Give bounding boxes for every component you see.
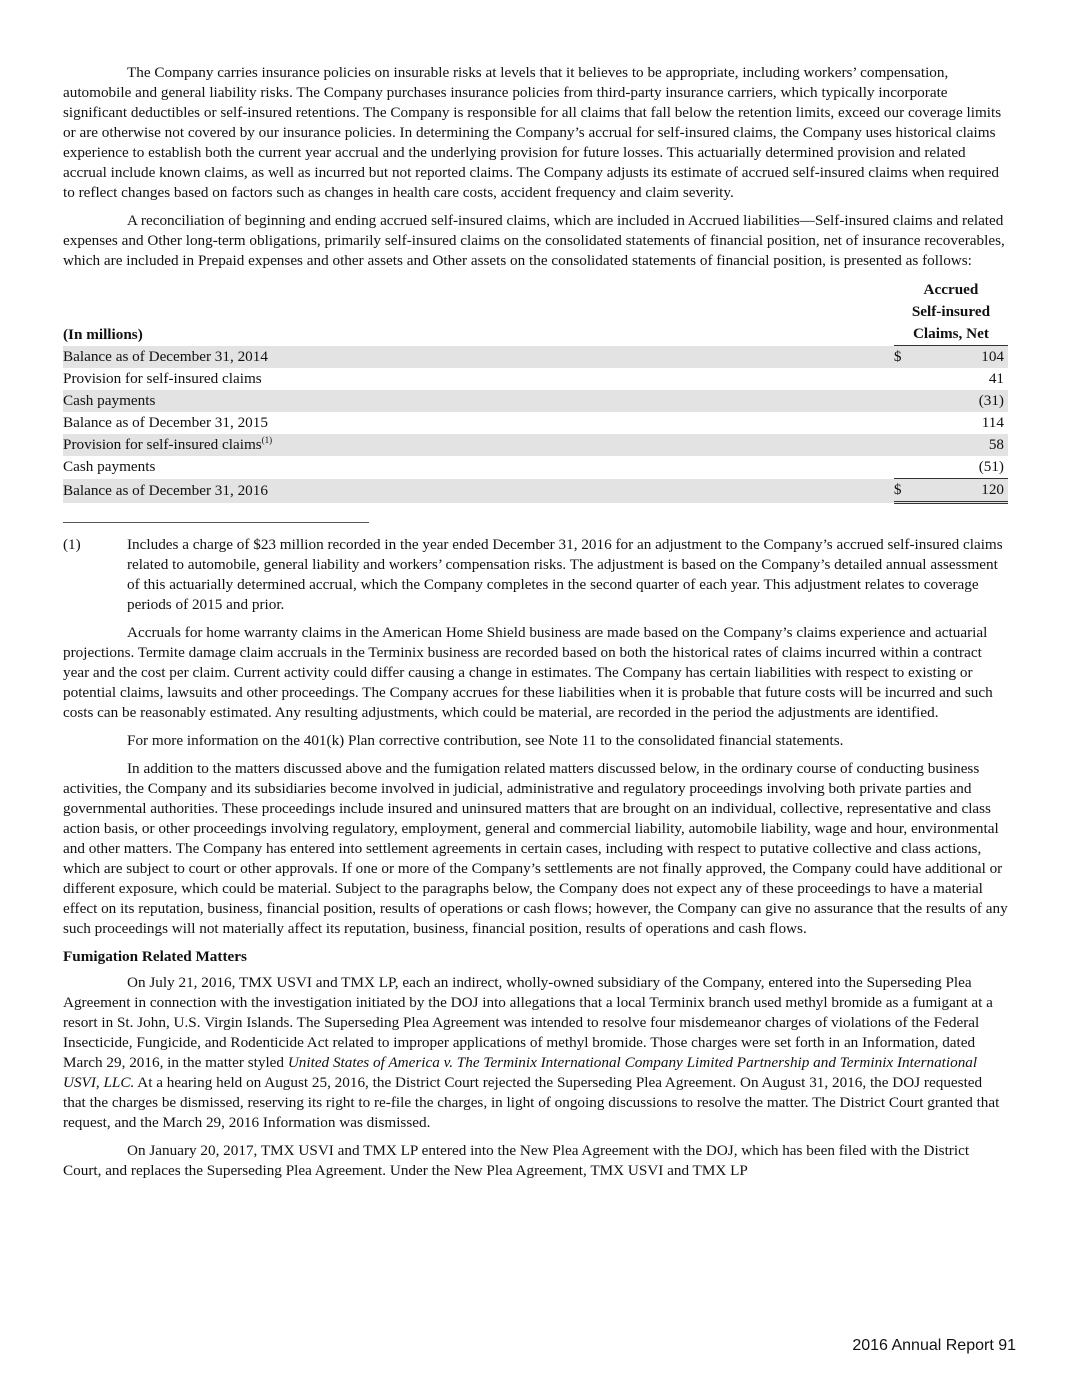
row-label-with-footnote [63, 434, 894, 456]
column-header-line-2: Self-insured [894, 301, 1008, 323]
row-label: Provision for self-insured claims [63, 370, 262, 387]
document-page [63, 63, 1008, 1189]
plea-text-start: On July 21, 2016, TMX USVI and TMX LP, each an indirect, wholly-owned subsidiary of the Company, entered into the Superseding Plea Agreement in connection with the investigation initiated by the DOJ into allegations that a local Terminix branch used methyl bromide as a fumigant at a resort in St. John, U.S. Virgin Islands. The Superseding Plea Agreement was intended to resolve four misdemeanor charges of violations of the Federal Insecticide, Fungicide, and Rodenticide Act related to improper applications of methyl bromide. Those charges were set forth in an Information, dated March 29, 2016, in the matter styled [63, 974, 993, 1071]
table-row [63, 434, 1008, 456]
units-label: (In millions) [63, 323, 894, 346]
footnote-divider [63, 522, 369, 523]
page-footer: 2016 Annual Report 91 [852, 1337, 1016, 1354]
currency-symbol [894, 390, 924, 412]
column-header-line-1: Accrued [894, 279, 1008, 301]
currency-symbol [894, 368, 924, 390]
table-header-row-1 [63, 279, 1008, 301]
section-heading: Fumigation Related Matters [63, 948, 247, 965]
row-label: Balance as of December 31, 2014 [63, 346, 894, 369]
row-amount: (51) [978, 458, 1004, 475]
table-row [63, 390, 1008, 412]
table-row [63, 412, 1008, 434]
plea-agreement-paragraph [63, 973, 1008, 1133]
table-header-row-3 [63, 323, 1008, 346]
plea-text-end: At a hearing held on August 25, 2016, the District Court rejected the Superseding Plea Agreement. On August 31, 2016, the DOJ requested that the charges be dismissed, reserving its right to re-file the charges, in light of ongoing discussions to resolve the matter. The District Court granted that request, and the March 29, 2016 Information was dismissed. [63, 1074, 1000, 1131]
table-row [63, 368, 1008, 390]
row-amount: (31) [924, 390, 1008, 412]
case-name: United States of America v. The Terminix International Company Limited Partnership and Terminix International USVI, LLC. [63, 1054, 978, 1091]
table-header-row-2 [63, 301, 1008, 323]
table-row [63, 479, 1008, 503]
footnote-text: Includes a charge of $23 million recorded in the year ended December 31, 2016 for an adjustment to the Company’s accrued self-insured claims related to automobile, general liability and workers’ compensation risks. The adjustment is based on the Company’s detailed annual assessment of this actuarially determined accrual, which the Company completes in the second quarter of each year. This adjustment relates to coverage periods of 2015 and prior. [127, 536, 1003, 613]
row-label: Balance as of December 31, 2015 [63, 414, 268, 431]
row-label: Cash payments [63, 390, 894, 412]
currency-symbol [894, 412, 924, 434]
footnote-mark: (1) [63, 536, 81, 553]
currency-symbol [894, 456, 924, 479]
footnote-reference: (1) [261, 434, 273, 445]
currency-symbol: $ [894, 479, 924, 503]
table-row [63, 346, 1008, 369]
self-insured-claims-table [63, 279, 1008, 504]
legal-proceedings-paragraph: In addition to the matters discussed above and the fumigation related matters discussed below, in the ordinary course of conducting business activities, the Company and its subsidiaries become involved in judicial, administrative and regulatory proceedings involving both private parties and governmental authorities. These proceedings include insured and uninsured matters that are brought on an individual, collective, representative and class action basis, or other proceedings involving regulatory, employment, general and commercial liability, automobile liability, wage and hour, environmental and other matters. The Company has entered into settlement agreements in certain cases, including with respect to putative collective and class actions, which are subject to court or other approvals. If one or more of the Company’s settlements are not finally approved, the Company could have additional or different exposure, which could be material. Subject to the paragraphs below, the Company does not expect any of these proceedings to have a material effect on its reputation, business, financial position, results of operations or cash flows; however, the Company can give no assurance that the results of any such proceedings will not materially affect its reputation, business, financial position, results of operations and cash flows. [63, 760, 1008, 937]
currency-symbol [894, 434, 924, 456]
row-amount: 120 [924, 479, 1008, 503]
reconciliation-intro-paragraph: A reconciliation of beginning and ending accrued self-insured claims, which are included in Accrued liabilities—Self-insured claims and related expenses and Other long-term obligations, primarily self-insured claims on the consolidated statements of financial position, net of insurance recoverables, which are included in Prepaid expenses and other assets and Other assets on the consolidated statements of financial position, is presented as follows: [63, 212, 1005, 269]
new-plea-paragraph: On January 20, 2017, TMX USVI and TMX LP entered into the New Plea Agreement with the DOJ, which has been filed with the District Court, and replaces the Superseding Plea Agreement. Under the New Plea Agreement, TMX USVI and TMX LP [63, 1142, 970, 1179]
currency-symbol: $ [894, 346, 924, 369]
row-amount: 58 [924, 434, 1008, 456]
row-amount: 104 [924, 346, 1008, 369]
row-label: Cash payments [63, 458, 156, 476]
row-amount: 41 [988, 370, 1004, 387]
column-header-line-3: Claims, Net [894, 323, 1008, 346]
warranty-claims-paragraph: Accruals for home warranty claims in the American Home Shield business are made based on the Company’s claims experience and actuarial projections. Termite damage claim accruals in the Terminix business are recorded based on both the historical rates of claims incurred within a contract year and the cost per claim. Current activity could differ causing a change in estimates. The Company has certain liabilities with respect to existing or potential claims, lawsuits and other proceedings. The Company accrues for these liabilities when it is probable that future costs will be incurred and such costs can be reasonably estimated. Any resulting adjustments, which could be material, are recorded in the period the adjustments are identified. [63, 624, 993, 721]
row-label: Balance as of December 31, 2016 [63, 479, 894, 503]
table-row [63, 456, 1008, 479]
footnote [63, 535, 1008, 615]
row-label: Provision for self-insured claims [63, 436, 262, 453]
401k-paragraph: For more information on the 401(k) Plan corrective contribution, see Note 11 to the consolidated financial statements. [127, 732, 844, 749]
insurance-paragraph: The Company carries insurance policies on insurable risks at levels that it believes to be appropriate, including workers’ compensation, automobile and general liability risks. The Company purchases insurance policies from third-party insurance carriers, which typically incorporate significant deductibles or self-insured retentions. The Company is responsible for all claims that fall below the retention limits, exceed our coverage limits or are otherwise not covered by our insurance policies. In determining the Company’s accrual for self-insured claims, the Company uses historical claims experience to establish both the current year accrual and the underlying provision for future losses. This actuarially determined provision and related accrual include known claims, as well as incurred but not reported claims. The Company adjusts its estimate of accrued self-insured claims when required to reflect changes based on factors such as changes in health care costs, accident frequency and claim severity. [63, 64, 1002, 201]
row-amount: 114 [981, 414, 1004, 431]
